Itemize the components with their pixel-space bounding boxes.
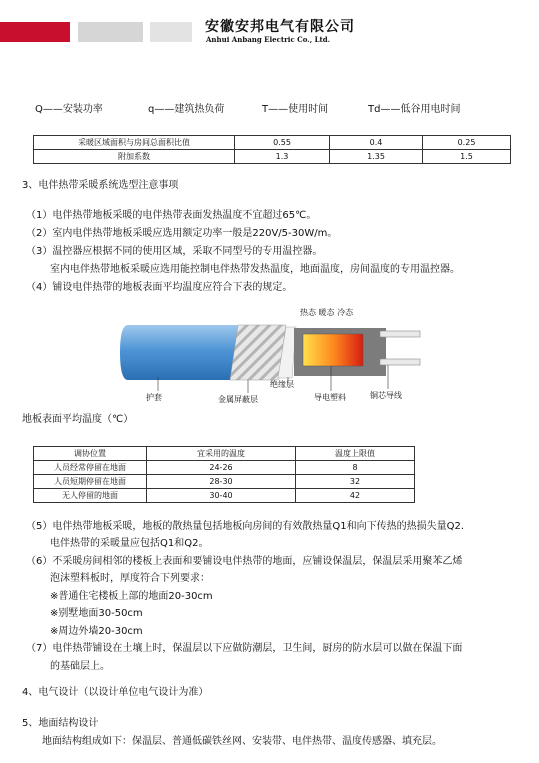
paragraph-4: （4）铺设电伴热带的地板表面平均温度应符合下表的规定。 — [26, 282, 293, 293]
legend-t-time: T——使用时间 — [262, 104, 329, 115]
header-gray-bar-light — [150, 22, 192, 42]
paragraph-6d: ※别墅地面30-50cm — [50, 608, 143, 619]
floor-temperature-table — [33, 446, 415, 503]
table-cell: 1.5 — [423, 150, 511, 164]
table-row — [34, 475, 415, 489]
paragraph-5b: 电伴热带的采暖量应包括Q1和Q2。 — [50, 538, 209, 549]
table-cell: 0.4 — [330, 136, 423, 150]
table-cell: 人员短期停留在地面 — [34, 475, 147, 489]
coefficient-table — [33, 135, 511, 164]
table-cell: 1.3 — [235, 150, 330, 164]
table-header: 宜采用的温度 — [147, 447, 296, 461]
paragraph-2: （2）室内电伴热带地板采暖应选用额定功率一般是220V/5-30W/m。 — [26, 228, 338, 239]
table-cell: 28-30 — [147, 475, 296, 489]
state-labels: 热态 暖态 冷态 — [300, 308, 354, 317]
table-header-row — [34, 447, 415, 461]
table-header: 调协位置 — [34, 447, 147, 461]
table-cell: 0.25 — [423, 136, 511, 150]
label-jacket: 护套 — [146, 393, 162, 402]
section-5-text: 地面结构组成如下：保温层、普通低碳铁丝网、安装带、电伴热带、温度传感器、填充层。 — [42, 736, 442, 747]
company-name-cn: 安徽安邦电气有限公司 — [205, 19, 355, 35]
section-4-title: 4、电气设计（以设计单位电气设计为准） — [22, 687, 209, 698]
table-cell: 采暖区域面积与房间总面积比值 — [34, 136, 235, 150]
metal-shield — [230, 325, 286, 380]
table-cell: 无人停留的地面 — [34, 489, 147, 503]
cable-jacket — [120, 325, 238, 380]
header-red-bar — [0, 22, 70, 42]
label-copper-wire: 铜芯导线 — [370, 391, 402, 400]
table-cell: 30-40 — [147, 489, 296, 503]
paragraph-6c: ※普通住宅楼板上部的地面20-30cm — [50, 591, 213, 602]
company-name-en: Anhui Anbang Electric Co., Ltd. — [206, 35, 331, 44]
label-insulation: 绝缘层 — [270, 380, 294, 389]
legend-td-time: Td——低谷用电时间 — [368, 104, 461, 115]
paragraph-5a: （5）电伴热带地板采暖，地板的散热量包括地板向房间的有效散热量Q1和向下传热的热损失量Q2. — [26, 521, 465, 532]
label-metal-shield: 金属屏蔽层 — [218, 395, 258, 404]
table-row — [34, 150, 511, 164]
conductive-window — [303, 334, 363, 366]
paragraph-3b: 室内电伴热带地板采暖应选用能控制电伴热带发热温度，地面温度，房间温度的专用温控器。 — [50, 264, 460, 275]
paragraph-7a: （7）电伴热带铺设在土壤上时，保温层以下应做防潮层，卫生间，厨房的防水层可以做在保温下面 — [26, 643, 463, 654]
header-gray-bar — [78, 22, 143, 42]
table-cell: 32 — [296, 475, 415, 489]
table-row — [34, 136, 511, 150]
paragraph-3: （3）温控器应根据不同的使用区域，采取不同型号的专用温控器。 — [26, 246, 323, 257]
table-header: 温度上限值 — [296, 447, 415, 461]
table-cell: 0.55 — [235, 136, 330, 150]
table-2-caption: 地板表面平均温度（℃） — [22, 414, 134, 425]
legend-q-install: Q——安装功率 — [35, 104, 103, 115]
paragraph-7b: 的基础层上。 — [50, 661, 110, 672]
table-cell: 42 — [296, 489, 415, 503]
table-row — [34, 489, 415, 503]
table-cell: 24-26 — [147, 461, 296, 475]
table-row — [34, 461, 415, 475]
table-cell: 人员经常停留在地面 — [34, 461, 147, 475]
paragraph-6b: 泡沫塑料板时，厚度符合下列要求： — [50, 573, 210, 584]
paragraph-6a: （6）不采暖房间相邻的楼板上表面和要铺设电伴热带的地面，应铺设保温层，保温层采用聚苯乙烯 — [26, 556, 463, 567]
section-5-title: 5、地面结构设计 — [22, 718, 99, 729]
table-cell: 8 — [296, 461, 415, 475]
label-conductive-plastic: 导电塑料 — [314, 393, 346, 402]
copper-wire-top — [380, 331, 420, 337]
paragraph-1: （1）电伴热带地板采暖的电伴热带表面发热温度不宜超过65℃。 — [26, 210, 317, 221]
legend-q-load: q——建筑热负荷 — [148, 104, 225, 115]
paragraph-6e: ※周边外墙20-30cm — [50, 626, 143, 637]
table-cell: 附加系数 — [34, 150, 235, 164]
section-3-title: 3、电伴热带采暖系统选型注意事项 — [22, 180, 179, 191]
table-cell: 1.35 — [330, 150, 423, 164]
copper-wire-bottom — [380, 359, 420, 365]
